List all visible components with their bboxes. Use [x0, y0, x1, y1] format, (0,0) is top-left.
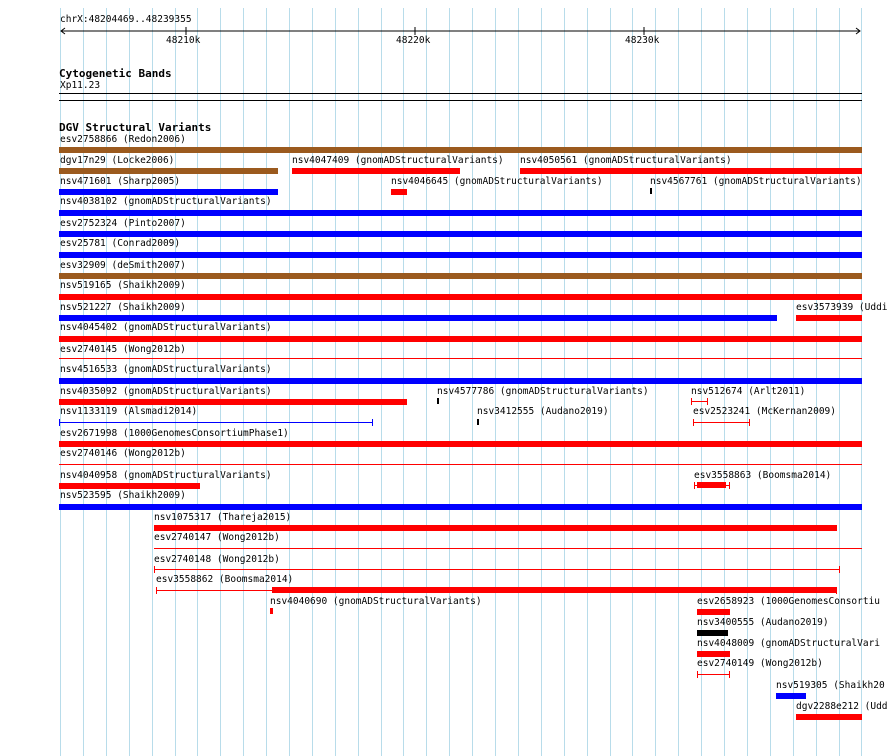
variant-label[interactable]: esv2740149 (Wong2012b)	[697, 658, 823, 669]
variant-bar[interactable]	[697, 630, 728, 636]
variant-label[interactable]: nsv519305 (Shaikh20	[776, 680, 885, 691]
variant-label[interactable]: nsv4040690 (gnomADStructuralVariants)	[270, 596, 482, 607]
variant-bar[interactable]	[59, 273, 862, 279]
cytoband-track-title: Cytogenetic Bands	[59, 67, 172, 80]
variant-end-tick	[707, 398, 708, 405]
variant-label[interactable]: esv2671998 (1000GenomesConsortiumPhase1)	[60, 428, 289, 439]
variant-bar[interactable]	[59, 231, 862, 237]
variant-bar[interactable]	[59, 378, 862, 384]
variant-bar[interactable]	[154, 548, 862, 549]
variant-bar[interactable]	[59, 422, 373, 423]
variant-label[interactable]: esv2740145 (Wong2012b)	[60, 344, 186, 355]
variant-bar[interactable]	[59, 147, 862, 153]
variant-label[interactable]: nsv3400555 (Audano2019)	[697, 617, 829, 628]
variant-bar[interactable]	[693, 422, 750, 423]
variant-label[interactable]: nsv4047409 (gnomADStructuralVariants)	[292, 155, 504, 166]
track-separator	[59, 100, 862, 101]
variant-label[interactable]: dgv2288e212 (Udd	[796, 701, 888, 712]
cytoband-label: Xp11.23	[60, 80, 101, 91]
variant-label[interactable]: nsv521227 (Shaikh2009)	[60, 302, 186, 313]
variant-label[interactable]: esv2758866 (Redon2006)	[60, 134, 186, 145]
ruler-tick-label: 48230k	[625, 35, 660, 46]
variant-label[interactable]: esv2523241 (McKernan2009)	[693, 406, 836, 417]
ruler-tick-label: 48220k	[396, 35, 431, 46]
variant-label[interactable]: esv25781 (Conrad2009)	[60, 238, 181, 249]
variant-label[interactable]: nsv4035092 (gnomADStructuralVariants)	[60, 386, 272, 397]
variant-bar[interactable]	[59, 336, 862, 342]
variant-bar[interactable]	[59, 294, 862, 300]
variant-end-tick	[154, 566, 155, 573]
variant-bar[interactable]	[59, 483, 200, 489]
variant-end-tick	[372, 419, 373, 426]
region-label: chrX:48204469..48239355	[60, 14, 192, 25]
variant-label[interactable]: esv2658923 (1000GenomesConsortiu	[697, 596, 881, 607]
variant-bar[interactable]	[391, 189, 407, 195]
variant-bar[interactable]	[154, 569, 840, 570]
variant-bar[interactable]	[59, 464, 862, 465]
variant-label[interactable]: dgv17n29 (Locke2006)	[60, 155, 175, 166]
variant-label[interactable]: nsv3412555 (Audano2019)	[477, 406, 609, 417]
variant-bar[interactable]	[59, 168, 278, 174]
cytoband-line	[59, 93, 862, 94]
variant-label[interactable]: esv3558863 (Boomsma2014)	[694, 470, 832, 481]
variant-label[interactable]: nsv4567761 (gnomADStructuralVariants)	[650, 176, 862, 187]
variant-label[interactable]: nsv523595 (Shaikh2009)	[60, 490, 186, 501]
variant-label[interactable]: esv3573939 (Uddi	[796, 302, 888, 313]
variant-end-tick	[697, 671, 698, 678]
variant-bar[interactable]	[272, 587, 837, 593]
variant-bar[interactable]	[59, 358, 862, 359]
variant-bar[interactable]	[650, 188, 652, 194]
variant-bar[interactable]	[59, 252, 862, 258]
variant-bar[interactable]	[776, 693, 806, 699]
variant-label[interactable]: nsv4046645 (gnomADStructuralVariants)	[391, 176, 603, 187]
variant-end-tick	[839, 566, 840, 573]
variant-bar[interactable]	[437, 398, 439, 404]
variant-end-tick	[729, 482, 730, 489]
variant-bar[interactable]	[520, 168, 862, 174]
variant-bar[interactable]	[59, 210, 862, 216]
variant-bar[interactable]	[697, 482, 726, 488]
variant-label[interactable]: nsv4048009 (gnomADStructuralVari	[697, 638, 881, 649]
variant-bar[interactable]	[59, 441, 862, 447]
variant-end-tick	[749, 419, 750, 426]
variant-bar[interactable]	[270, 608, 273, 614]
variant-label[interactable]: esv2740146 (Wong2012b)	[60, 448, 186, 459]
variant-end-tick	[156, 587, 157, 594]
dgv-track-title: DGV Structural Variants	[59, 121, 212, 134]
variant-label[interactable]: esv2752324 (Pinto2007)	[60, 218, 186, 229]
variant-end-tick	[694, 482, 695, 489]
variant-bar[interactable]	[292, 168, 460, 174]
variant-bar[interactable]	[796, 315, 862, 321]
variant-bar[interactable]	[59, 504, 862, 510]
variant-end-tick	[691, 398, 692, 405]
variant-bar[interactable]	[59, 189, 278, 195]
variant-label[interactable]: nsv4577786 (gnomADStructuralVariants)	[437, 386, 649, 397]
variant-label[interactable]: nsv4040958 (gnomADStructuralVariants)	[60, 470, 272, 481]
variant-end-tick	[693, 419, 694, 426]
variant-label[interactable]: esv32909 (deSmith2007)	[60, 260, 186, 271]
variant-label[interactable]: nsv512674 (Arlt2011)	[691, 386, 806, 397]
variant-label[interactable]: nsv4050561 (gnomADStructuralVariants)	[520, 155, 732, 166]
variant-bar[interactable]	[477, 419, 479, 425]
variant-bar[interactable]	[59, 399, 407, 405]
variant-bar[interactable]	[697, 609, 730, 615]
variant-bar[interactable]	[697, 674, 730, 675]
variant-label[interactable]: esv2740147 (Wong2012b)	[154, 532, 280, 543]
ruler-tick-label: 48210k	[166, 35, 201, 46]
variant-label[interactable]: nsv1133119 (Alsmadi2014)	[60, 406, 198, 417]
variant-label[interactable]: esv3558862 (Boomsma2014)	[156, 574, 294, 585]
variant-label[interactable]: nsv4045402 (gnomADStructuralVariants)	[60, 322, 272, 333]
variant-bar[interactable]	[59, 315, 777, 321]
variant-end-tick	[59, 419, 60, 426]
variant-bar[interactable]	[154, 525, 837, 531]
variant-label[interactable]: nsv1075317 (Thareja2015)	[154, 512, 292, 523]
variant-label[interactable]: esv2740148 (Wong2012b)	[154, 554, 280, 565]
variant-label[interactable]: nsv4038102 (gnomADStructuralVariants)	[60, 196, 272, 207]
variant-label[interactable]: nsv4516533 (gnomADStructuralVariants)	[60, 364, 272, 375]
variant-label[interactable]: nsv519165 (Shaikh2009)	[60, 280, 186, 291]
variant-end-tick	[729, 671, 730, 678]
variant-bar[interactable]	[796, 714, 862, 720]
variant-label[interactable]: nsv471601 (Sharp2005)	[60, 176, 181, 187]
variant-bar[interactable]	[697, 651, 730, 657]
variant-bar[interactable]	[691, 401, 708, 402]
